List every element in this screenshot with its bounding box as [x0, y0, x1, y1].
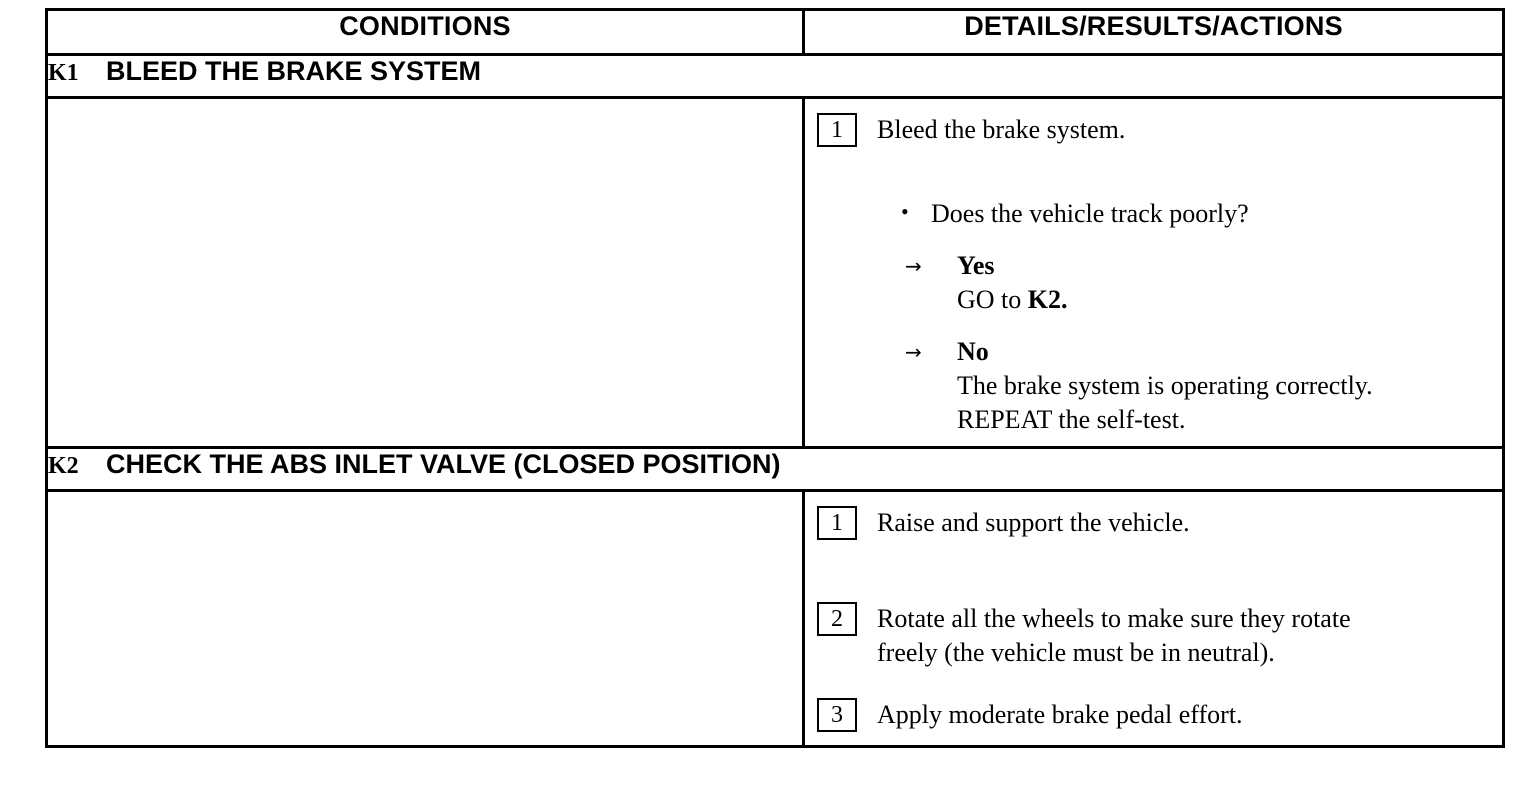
result-label: Yes: [957, 251, 995, 280]
details-cell-k2: [804, 491, 1504, 747]
action-item: [817, 602, 1351, 670]
conditions-header: CONDITIONS: [47, 10, 804, 55]
action-item: [817, 698, 1243, 732]
step-body-row-k2: [47, 491, 1504, 747]
result-body: [957, 335, 1373, 437]
conditions-cell-k1: [47, 98, 804, 448]
details-cell-k1: [804, 98, 1504, 448]
result-body: [957, 249, 1068, 317]
result-label: No: [957, 337, 989, 366]
step-id: K1: [48, 60, 79, 86]
action-text: Raise and support the vehicle.: [877, 508, 1190, 537]
step-name: BLEED THE BRAKE SYSTEM: [106, 56, 482, 86]
step-title-row-k2: [47, 448, 1504, 491]
action-text: [877, 602, 1351, 670]
result-action-prefix: GO to: [957, 285, 1028, 314]
diagnostic-table-sheet: [45, 8, 1505, 756]
conditions-cell-k2: [47, 491, 804, 747]
action-item: [817, 506, 1190, 540]
step-reference-k2: K2.: [1027, 285, 1068, 314]
step-id: K2: [48, 453, 79, 479]
bullet-icon: •: [901, 199, 909, 224]
step-name: CHECK THE ABS INLET VALVE (CLOSED POSITION): [106, 449, 781, 479]
arrow-right-icon: →: [905, 254, 922, 278]
action-number-box: 1: [817, 506, 857, 540]
question: [901, 199, 1249, 229]
action-text: Bleed the brake system.: [877, 115, 1126, 144]
action-text-line: Rotate all the wheels to make sure they rotate: [877, 604, 1351, 633]
action-number-box: 2: [817, 602, 857, 636]
step-title-k2: [47, 448, 1504, 491]
action-text-line: freely (the vehicle must be in neutral).: [877, 638, 1275, 667]
header-row: [47, 10, 1504, 55]
action-item: [817, 113, 1125, 147]
result-yes: [905, 249, 1068, 317]
step-title-k1: [47, 55, 1504, 98]
details-header: DETAILS/RESULTS/ACTIONS: [804, 10, 1504, 55]
diagnostic-table: [45, 8, 1505, 748]
result-line: REPEAT the self-test.: [957, 405, 1186, 434]
step-body-row-k1: [47, 98, 1504, 448]
arrow-right-icon: →: [905, 340, 922, 364]
result-line: The brake system is operating correctly.: [957, 371, 1373, 400]
action-number-box: 1: [817, 113, 857, 147]
step-title-row-k1: [47, 55, 1504, 98]
question-text: Does the vehicle track poorly?: [931, 199, 1249, 228]
result-no: [905, 335, 1373, 437]
action-text: Apply moderate brake pedal effort.: [877, 700, 1243, 729]
action-number-box: 3: [817, 698, 857, 732]
result-action: [957, 283, 1068, 317]
